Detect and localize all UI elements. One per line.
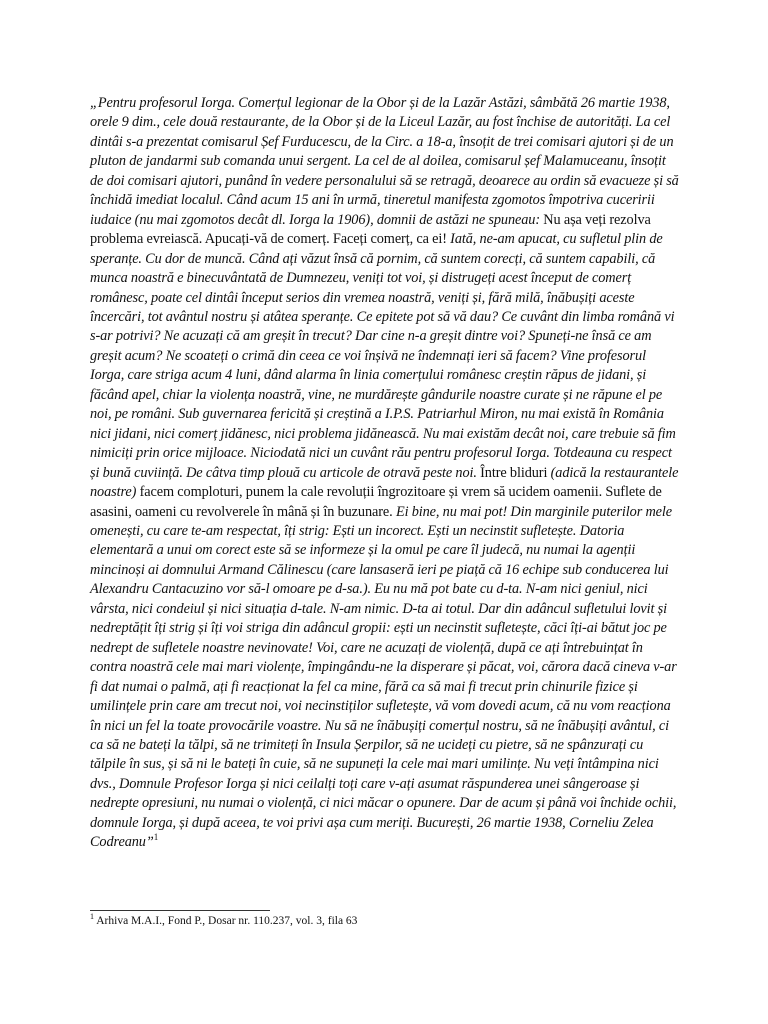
footnote-number: 1 bbox=[90, 912, 94, 922]
footnote-text: Arhiva M.A.I., Fond P., Dosar nr. 110.237, vol. 3, fila 63 bbox=[96, 915, 358, 927]
footnote bbox=[90, 914, 357, 928]
document-page bbox=[90, 94, 680, 853]
document-body-paragraph bbox=[90, 94, 680, 853]
text-segment: Ei bine, nu mai pot! Din marginile puterilor mele omenești, cu care te-am respectat, îți strig: Ești un incorect. Ești un necinstit sufletește. Datoria elementară a unui om corect este să se informeze și la omul pe care îl judecă, nu numai la agenții mincinoși ai domnului Armand Călinescu (care lansaseră ieri pe piață că 16 echipe sub conducerea lui Alexandru Cantacuzino vor să-l omoare pe d-sa.). Eu nu mă pot bate cu d-ta. N-am nici geniul, nici vârsta, nici condeiul și nici situația d-tale. N-am nimic. D-ta ai totul. Dar din adâncul sufletului lovit și nedreptățit îți strig și îți voi striga din adâncul gropii: ești un necinstit sufletește, căci îți-ai bătut joc pe nedrept de sufletele noastre nevinovate! Voi, care ne acuzați de violență, după ce ați întrebuințat în contra noastră cele mai mari violențe, împingându-ne la disperare și păcat, voi, cărora dacă cineva v-ar fi dat numai o palmă, ați fi reacționat la fel ca mine, fără ca să mai fi trecut prin chinurile fizice și umilințele prin care am trecut noi, voi necinstiților sufletește, vă vom dovedi acum, că nu vom reacționa în nici un fel la toate provocările voastre. Nu să ne înăbușiți comerțul nostru, să ne înăbușiți avântul, ci ca să ne bateți la tălpi, să ne trimiteți în Insula Șerpilor, să ne ucideți cu pietre, să ne spânzurați cu tălpile în sus, și să ni le bateți în cuie, să ne supuneți la cele mai mari umilințe. Nu veți întâmpina nici dvs., Domnule Profesor Iorga și nici ceilalți toți care v-ați asumat răspunderea unei sângeroase și nedrepte opresiuni, nu numai o violență, ci nici măcar o opunere. Dar de acum și până voi închide ochii, domnule Iorga, și după aceea, te voi privi așa cum meriți. București, 26 martie 1938, Corneliu Zelea Codreanu” bbox=[90, 503, 677, 851]
text-segment: (adică la restaurantele noastre) bbox=[90, 464, 679, 501]
footnote-reference[interactable]: 1 bbox=[153, 832, 159, 843]
text-segment: Iată, ne-am apucat, cu sufletul plin de speranțe. Cu dor de muncă. Când ați văzut însă că pornim, că suntem corecți, că suntem capabili, că munca noastră e binecuvântată de Dumnezeu, veniți tot voi, și distrugeți acest început de comerț românesc, poate cel dintâi început serios din vremea noastră, veniți și, fără milă, înăbușiți aceste încercări, tot avântul nostru și atâtea speranțe. Ce epitete pot să vă dau? Ce cuvânt din limba română vi s-ar potrivi? Ne acuzați că am greșit în trecut? Dar cine n-a greșit dintre voi? Spuneți-ne însă ce am greșit acum? Ne scoateți o crimă din ceea ce voi înșivă ne îndemnați ieri să facem? Vine profesorul Iorga, care striga acum 4 luni, dând alarma în linia comerțului românesc creștin răpus de jidani, și făcând apel, chiar la violența noastră, vine, ne murdărește gândurile noastre curate și ne răpune el pe noi, pe români. Sub guvernarea fericită și creștină a I.P.S. Patriarhul Miron, nu mai există în România nici jidani, nici comerț jidănesc, nici problema jidănească. Nu mai existăm decât noi, care trebuie să fim nimiciți prin orice mijloace. Niciodată nici un cuvânt rău pentru profesorul Iorga. Totdeauna cu respect și bună cuviință. De câtva timp plouă cu articole de otravă peste noi. bbox=[90, 231, 676, 481]
text-segment: facem comploturi, punem la cale revoluții îngrozitoare și vrem să ucidem oamenii. Suflete de asasini, oameni cu revolverele în mână și în buzunare. bbox=[90, 484, 662, 520]
text-segment: „Pentru profesorul Iorga. Comerțul legionar de la Obor și de la Lazăr Astăzi, sâmbătă 26 martie 1938, orele 9 dim., cele două restaurante, de la Obor și de la Liceul Lazăr, au fost închise de autorități. La cel dintâi s-a prezentat comisarul Șef Furducescu, de la Circ. a 18-a, însoțit de trei comisari ajutori și de un pluton de jandarmi sub comanda unui sergent. La cel de al doilea, comisarul șef Malamuceanu, însoțit de doi comisari ajutori, punând în vedere personalului să se retragă, deoarece au ordin să evacueze și să închidă imediat localul. Când acum 15 ani în urmă, tineretul manifesta zgomotos împotriva cuceririi iudaice (nu mai zgomotos decât dl. Iorga la 1906), domnii de astăzi ne spuneau: bbox=[90, 95, 679, 228]
text-segment: Nu așa veți rezolva problema evreiască. Apucați-vă de comerț. Faceți comerț, ca ei! bbox=[90, 211, 651, 248]
footnote-separator bbox=[90, 910, 270, 911]
text-segment: Între bliduri bbox=[480, 464, 551, 481]
